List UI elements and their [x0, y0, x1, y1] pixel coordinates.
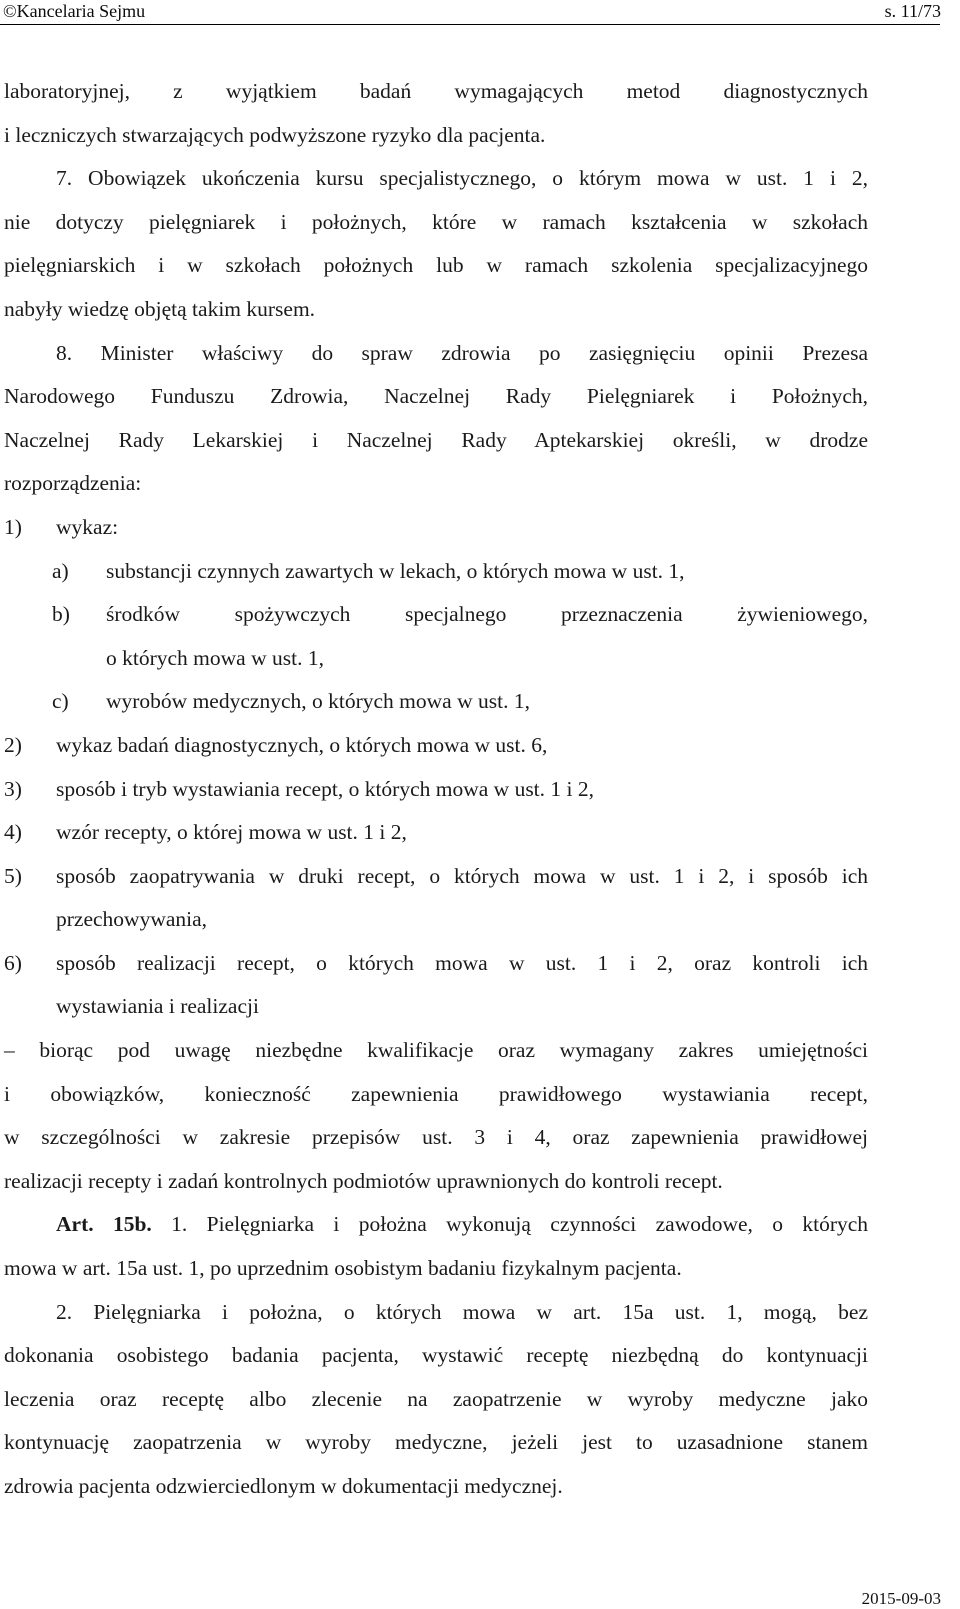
article-text: 1. Pielęgniarka i położna wykonują czynności zawodowe, o których — [171, 1212, 869, 1237]
list-text: sposób realizacji recept, o których mowa w ust. 1 i 2, oraz kontroli ich — [56, 950, 868, 975]
text-line: Narodowego Funduszu Zdrowia, Naczelnej Rady Pielęgniarek i Położnych, — [4, 384, 868, 409]
header-source: ©Kancelaria Sejmu — [3, 1, 146, 21]
list-item-4 — [4, 811, 868, 855]
text-line: realizacji recepty i zadań kontrolnych podmiotów uprawnionych do kontroli recept. — [4, 1168, 723, 1193]
text-line: Naczelnej Rady Lekarskiej i Naczelnej Rady Aptekarskiej określi, w drodze — [4, 427, 868, 452]
list-item-6 — [4, 942, 868, 986]
article-label: Art. 15b. — [56, 1212, 152, 1237]
list-number: 2) — [4, 732, 22, 757]
list-number: 5) — [4, 863, 22, 888]
text-line: rozporządzenia: — [4, 471, 142, 496]
list-number: 1) — [4, 514, 22, 539]
text-line: kontynuację zaopatrzenia w wyroby medyczne, jeżeli jest to uzasadnione stanem — [4, 1430, 868, 1455]
text-line: zdrowia pacjenta odzwierciedlonym w dokumentacji medycznej. — [4, 1474, 563, 1498]
text-line: pielęgniarskich i w szkołach położnych lub w ramach szkolenia specjalizacyjnego — [4, 253, 868, 278]
list-text: wzór recepty, o której mowa w ust. 1 i 2, — [56, 820, 407, 845]
list-item-6-continuation: wystawiania i realizacji — [56, 994, 259, 1019]
text-line: i obowiązków, konieczność zapewnienia prawidłowego wystawiania recept, — [4, 1081, 868, 1106]
list-number: 3) — [4, 776, 22, 801]
list-item-a — [4, 550, 868, 594]
footer-date: 2015-09-03 — [861, 1589, 941, 1608]
list-item-5-continuation: przechowywania, — [56, 907, 208, 932]
list-letter: b) — [52, 602, 70, 627]
list-item-3 — [4, 768, 868, 812]
list-text: środków spożywczych specjalnego przeznaczenia żywieniowego, — [106, 602, 868, 627]
list-item-2 — [4, 724, 868, 768]
text-line: dokonania osobistego badania pacjenta, wystawić receptę niezbędną do kontynuacji — [4, 1343, 868, 1368]
article-15b-line — [4, 1203, 868, 1247]
list-item-c — [4, 680, 868, 724]
list-text: sposób i tryb wystawiania recept, o których mowa w ust. 1 i 2, — [56, 776, 595, 801]
text-line: laboratoryjnej, z wyjątkiem badań wymagających metod diagnostycznych — [4, 79, 868, 103]
list-text: wykaz: — [56, 514, 119, 539]
text-line: mowa w art. 15a ust. 1, po uprzednim osobistym badaniu fizykalnym pacjenta. — [4, 1256, 682, 1281]
list-letter: a) — [52, 558, 69, 583]
text-line: w szczególności w zakresie przepisów ust. 3 i 4, oraz zapewnienia prawidłowej — [4, 1125, 868, 1150]
closing-clause-line: – biorąc pod uwagę niezbędne kwalifikacje oraz wymagany zakres umiejętności — [4, 1038, 868, 1063]
list-letter: c) — [52, 689, 69, 714]
header-divider — [0, 24, 940, 25]
text-line: i leczniczych stwarzających podwyższone ryzyko dla pacjenta. — [4, 122, 546, 147]
article-15b-para-2-line: 2. Pielęgniarka i położna, o których mowa w art. 15a ust. 1, mogą, bez — [56, 1299, 868, 1324]
text-line: leczenia oraz receptę albo zlecenie na zaopatrzenie w wyroby medyczne jako — [4, 1386, 868, 1411]
list-item-1 — [4, 506, 868, 550]
header-page-number: s. 11/73 — [884, 1, 941, 21]
list-text: wykaz badań diagnostycznych, o których mowa w ust. 6, — [56, 732, 548, 757]
paragraph-7-line: 7. Obowiązek ukończenia kursu specjalistycznego, o którym mowa w ust. 1 i 2, — [56, 166, 868, 191]
list-number: 6) — [4, 950, 22, 975]
list-item-5 — [4, 855, 868, 899]
list-text: wyrobów medycznych, o których mowa w ust. 1, — [106, 689, 530, 714]
text-line: nie dotyczy pielęgniarek i położnych, które w ramach kształcenia w szkołach — [4, 209, 868, 234]
list-text: substancji czynnych zawartych w lekach, o których mowa w ust. 1, — [106, 558, 685, 583]
list-text: sposób zaopatrywania w druki recept, o których mowa w ust. 1 i 2, i sposób ich — [56, 863, 868, 888]
document-body — [4, 70, 868, 1509]
list-number: 4) — [4, 820, 22, 845]
list-item-b — [4, 593, 868, 637]
paragraph-8-line: 8. Minister właściwy do spraw zdrowia po zasięgnięciu opinii Prezesa — [56, 340, 868, 365]
list-item-b-continuation: o których mowa w ust. 1, — [106, 645, 324, 670]
text-line: nabyły wiedzę objętą takim kursem. — [4, 296, 316, 321]
